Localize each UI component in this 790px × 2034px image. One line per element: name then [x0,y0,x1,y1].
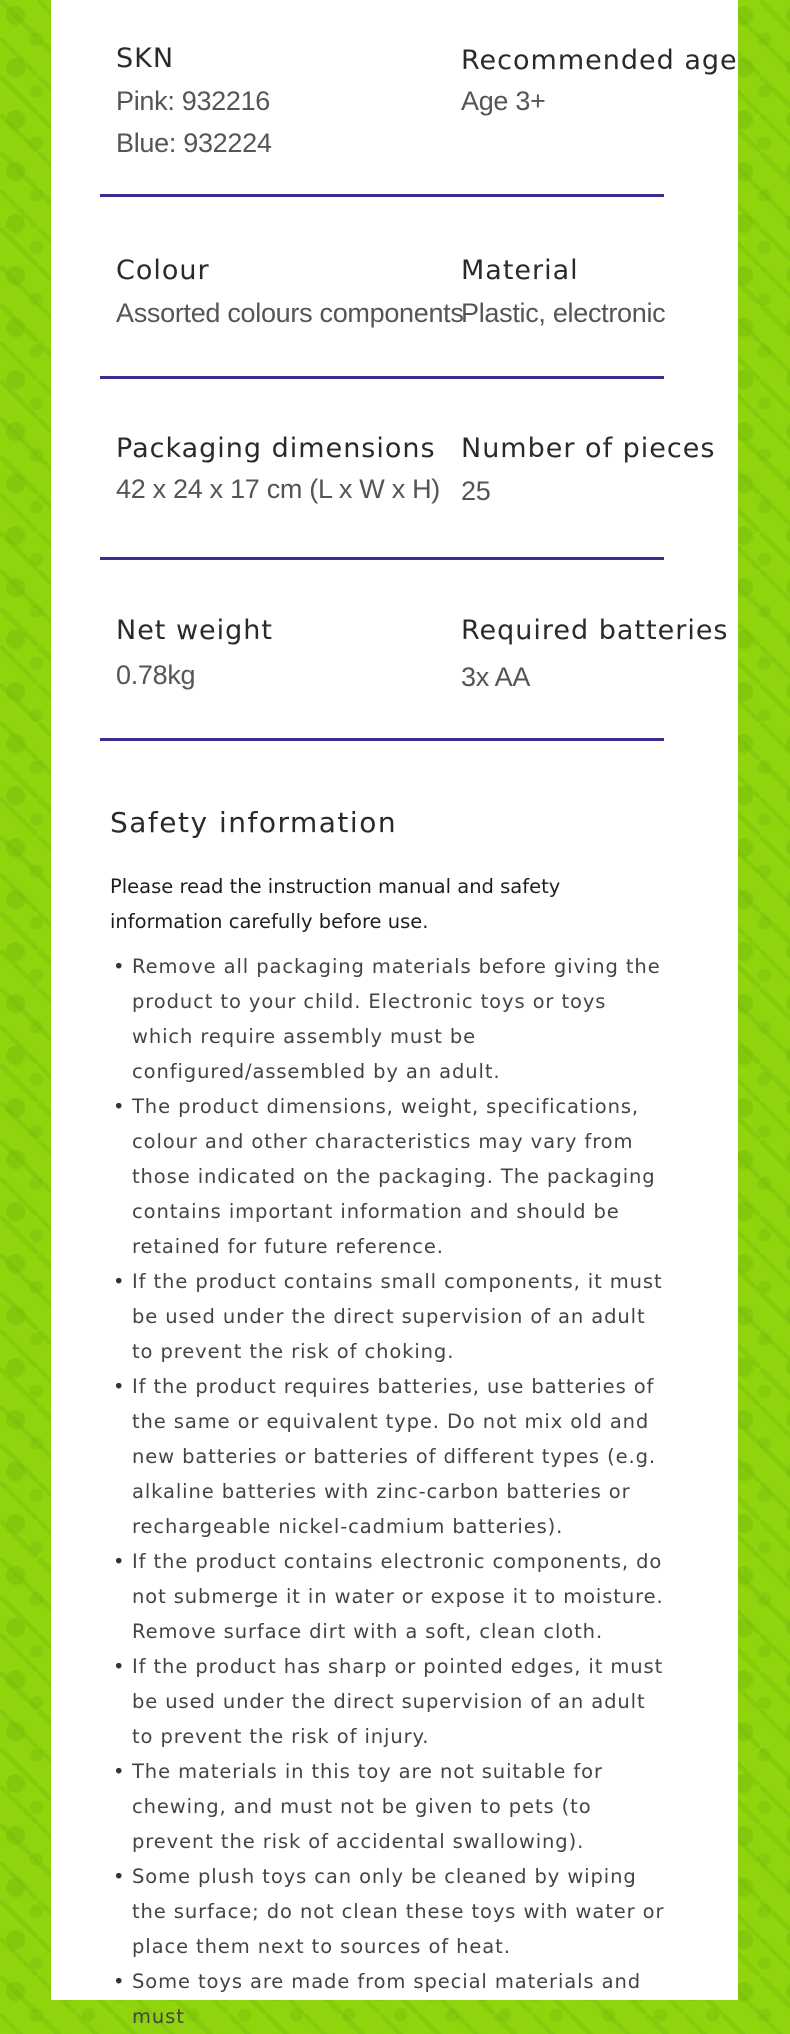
safety-list [110,949,670,2034]
packaging-label: Packaging dimensions [116,433,436,464]
divider-1 [100,194,664,197]
safety-item: • If the product contains electronic components, do not submerge it in water or expose it to moisture. Remove surface dirt with a soft, clean cloth. [110,1544,670,1649]
age-label: Recommended age [461,45,738,76]
weight-label: Net weight [116,615,274,646]
safety-item: • Some toys are made from special materials and must [110,1964,670,2034]
spec-row-colour-material [116,254,726,344]
safety-item: • If the product contains small components, it must be used under the direct supervision of an adult to prevent the risk of choking. [110,1264,670,1369]
material-label: Material [461,255,579,286]
safety-section [110,803,670,2034]
skn-blue-value: Blue: 932224 [116,128,272,158]
spec-net-weight [116,614,273,696]
spec-row-skn-age [116,42,738,172]
spec-colour [116,254,464,334]
colour-value: Assorted colours components [116,298,464,328]
divider-2 [100,376,664,379]
skn-label: SKN [116,43,175,74]
pieces-value: 25 [461,476,491,506]
batteries-label: Required batteries [461,615,729,646]
age-value: Age 3+ [461,86,546,116]
divider-3 [100,557,664,560]
batteries-value: 3x AA [461,662,531,692]
spec-number-of-pieces [461,432,715,512]
skn-pink-value: Pink: 932216 [116,86,271,116]
spec-row-packaging-pieces [116,432,726,522]
safety-title: Safety information [110,806,398,839]
packaging-value: 42 x 24 x 17 cm (L x W x H) [116,474,440,504]
pieces-label: Number of pieces [461,433,716,464]
spec-skn [116,42,272,164]
weight-value: 0.78kg [116,660,196,690]
spec-packaging-dimensions [116,432,440,510]
material-value: Plastic, electronic [461,298,666,328]
safety-item: • Remove all packaging materials before giving the product to your child. Electronic toys or toys which require assembly must be configured/assembled by an adult. [110,949,670,1089]
safety-item: • If the product requires batteries, use batteries of the same or equivalent type. Do not mix old and new batteries or batteries of different types (e.g. alkaline batteries with zinc-carbon batteries or rechargeable nickel-cadmium batteries). [110,1369,670,1544]
spec-recommended-age [461,44,738,122]
safety-item: • The product dimensions, weight, specifications, colour and other characteristics may vary from those indicated on the packaging. The packaging contains important information and should be retained for future reference. [110,1089,670,1264]
spec-required-batteries [461,614,729,698]
colour-label: Colour [116,255,210,286]
safety-item: • If the product has sharp or pointed edges, it must be used under the direct supervision of an adult to prevent the risk of injury. [110,1649,670,1754]
safety-item: • Some plush toys can only be cleaned by wiping the surface; do not clean these toys with water or place them next to sources of heat. [110,1859,670,1964]
divider-4 [100,738,664,741]
safety-intro: Please read the instruction manual and safety information carefully before use. [110,875,561,933]
spec-material [461,254,665,334]
spec-row-weight-batteries [116,614,729,704]
safety-item: • The materials in this toy are not suitable for chewing, and must not be given to pets (to prevent the risk of accidental swallowing). [110,1754,670,1859]
